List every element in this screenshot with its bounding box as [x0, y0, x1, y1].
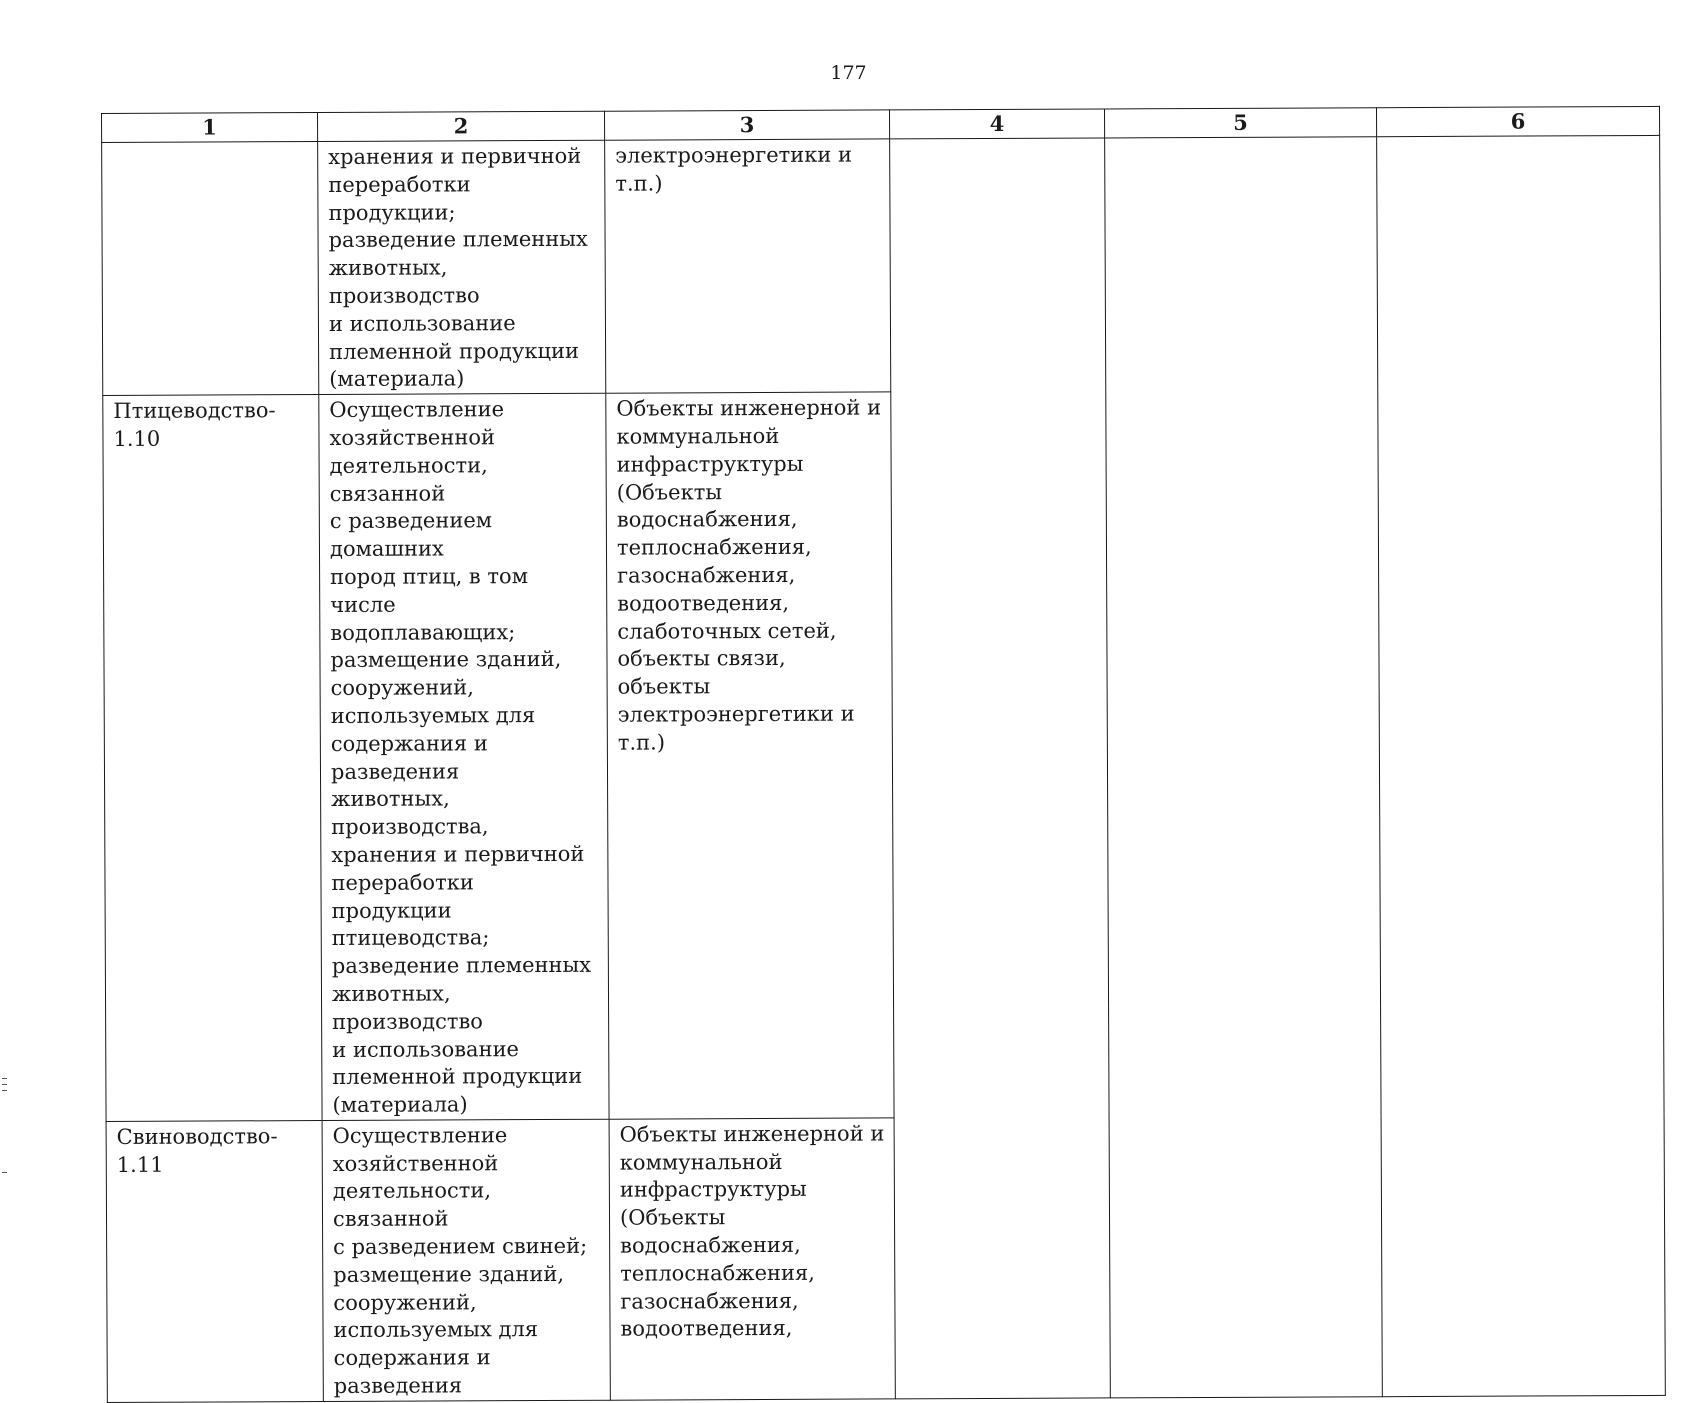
row-name-cell: Птицеводство- 1.10: [103, 395, 322, 1122]
header-col-1: 1: [102, 113, 318, 143]
scan-margin-mark: [2, 1084, 7, 1085]
header-col-3: 3: [604, 110, 889, 140]
scan-margin-mark: [2, 1090, 7, 1091]
table-row: [102, 135, 1661, 395]
header-col-5: 5: [1104, 108, 1376, 138]
empty-cell-col-6: [1377, 135, 1666, 1396]
row-objects-cell: электроэнергетики и т.п.): [605, 139, 891, 393]
land-use-table: [101, 106, 1666, 1403]
page-number: 177: [830, 62, 867, 84]
header-col-4: 4: [889, 109, 1104, 139]
row-name-cell: Свиноводство- 1.11: [106, 1120, 323, 1402]
row-name-cell: [102, 142, 319, 396]
scan-margin-mark: [2, 1172, 7, 1173]
empty-cell-col-5: [1105, 137, 1383, 1398]
row-objects-cell: Объекты инженерной и коммунальной инфраструктуры (Объекты водоснабжения, теплоснабжения, газоснабжения, водоотведения, слаботочных сетей, объекты связи, объекты электроэнергетики и т.п.): [606, 392, 894, 1119]
row-description-cell: Осуществление хозяйственной деятельности, связанной с разведением свиней; размещение зданий, сооружений, используемых для содержания и разведения: [322, 1119, 610, 1401]
header-col-2: 2: [318, 111, 605, 141]
empty-cell-col-4: [890, 138, 1111, 1399]
header-col-6: 6: [1376, 106, 1659, 136]
scan-margin-mark: [2, 1078, 7, 1079]
row-description-cell: Осуществление хозяйственной деятельности, связанной с разведением домашних пород птиц, в том числе водоплавающих; размещение зданий, сооружений, используемых для содержания и разведения животных, производства, хранения и первичной переработки продукции птицеводства; разведение племенных животных, производство и использование племенной продукции (материала): [319, 393, 609, 1120]
row-objects-cell: Объекты инженерной и коммунальной инфраструктуры (Объекты водоснабжения, теплоснабжения, газоснабжения, водоотведения,: [609, 1118, 895, 1400]
row-description-cell: хранения и первичной переработки продукции; разведение племенных животных, производство и использование племенной продукции (материала): [318, 140, 606, 394]
